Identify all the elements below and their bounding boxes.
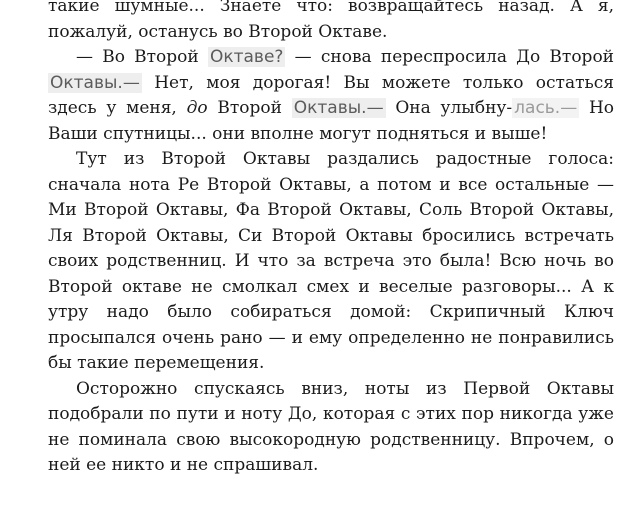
paragraph-2 xyxy=(48,45,614,147)
p2-emphasis-do: до xyxy=(186,98,208,118)
p2-text-1: — Во Второй xyxy=(76,47,199,67)
highlight-octaves-2: Октавы.— xyxy=(293,98,384,118)
highlight-octave-question: Октаве? xyxy=(209,47,284,67)
p2-text-6: Но Ваши спутницы... они вполне могут подняться и выше! xyxy=(48,98,615,144)
p2-text-4: Второй xyxy=(217,98,282,118)
paragraph-3: Тут из Второй Октавы раздались радостные голоса: сначала нота Ре Второй Октавы, а потом и все остальные — Ми Второй Октавы, Фа Второй Октавы, Соль Второй Октавы, Ля Второй Октавы, Си Второй Октавы бросились встречать своих родственниц. И что за встреча это была! Всю ночь во Второй октаве не смолкал смех и веселые разговоры... А к утру надо было собираться домой: Скрипичный Ключ просыпался очень рано — и ему определенно не понравились бы такие перемещения. xyxy=(48,149,614,373)
paragraph-1: такие шумные... Знаете что: возвращайтесь назад. А я, пожалуй, останусь во Второй Октаве. xyxy=(48,0,614,42)
p2-text-2: — снова переспросила До Второй xyxy=(294,47,615,67)
highlight-octaves-1: Октавы.— xyxy=(50,72,140,93)
p2-text-3: Нет, моя дорогая! Вы можете только остаться здесь у меня, xyxy=(48,72,614,118)
highlight-smiled: лась.— xyxy=(514,98,578,118)
paragraph-4: Осторожно спускаясь вниз, ноты из Первой Октавы подобрали по пути и ноту До, которая с этих пор никогда уже не поминала свою высокородную родственницу. Впрочем, о ней ее никто и не спрашивал. xyxy=(48,378,614,475)
p2-text-5: Она улыбну- xyxy=(395,98,513,118)
